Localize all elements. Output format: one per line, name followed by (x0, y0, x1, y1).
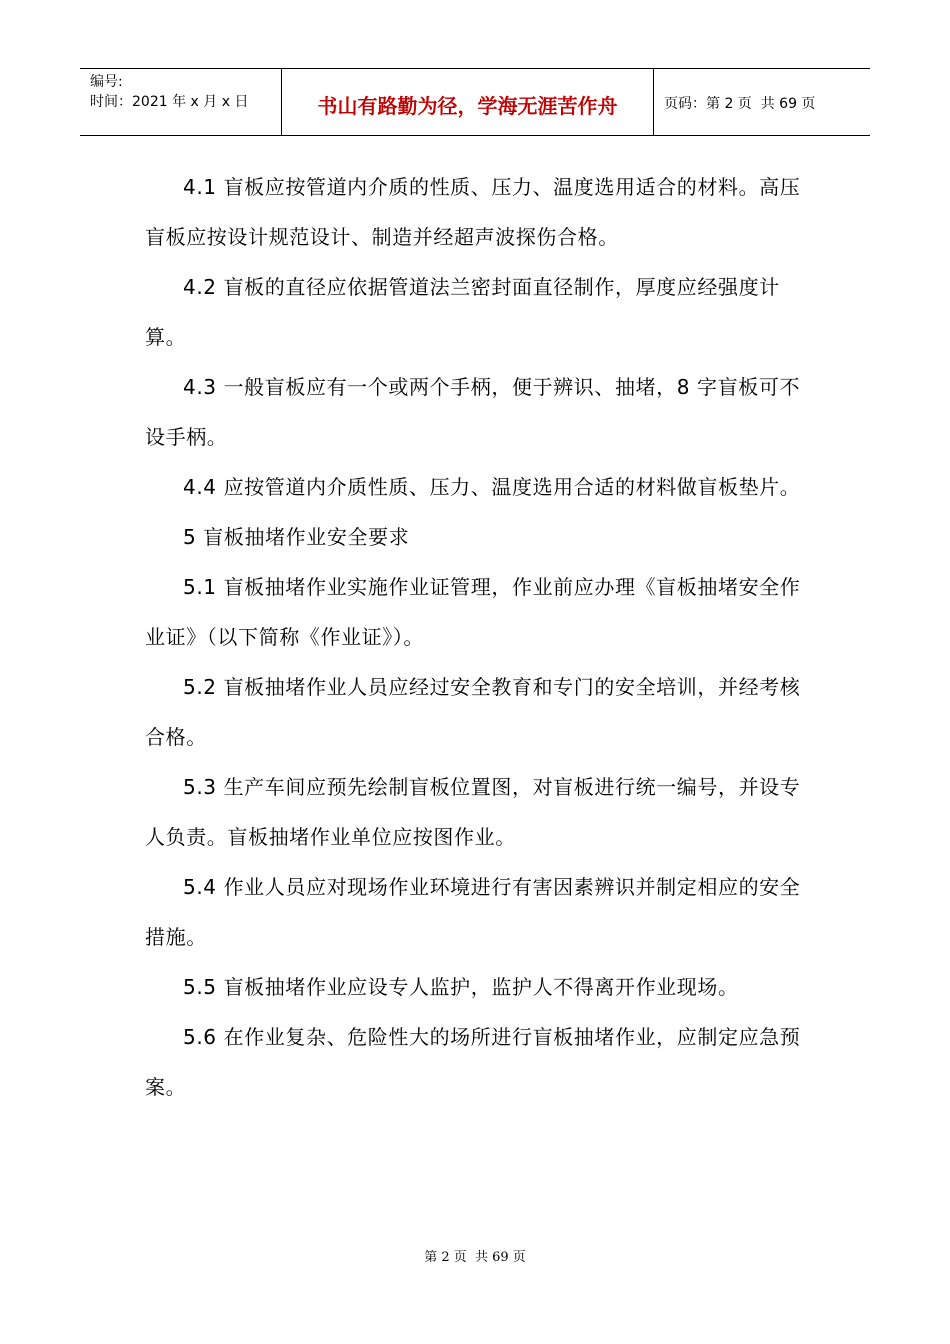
paragraph-5-2: 5.2 盲板抽堵作业人员应经过安全教育和专门的安全培训，并经考核合格。 (145, 675, 801, 749)
page-footer: 第 2 页 共 69 页 (424, 1250, 526, 1265)
paragraph-5-6: 5.6 在作业复杂、危险性大的场所进行盲板抽堵作业，应制定应急预案。 (145, 1025, 801, 1099)
section-heading-5: 5 盲板抽堵作业安全要求 (183, 525, 410, 549)
paragraph-4-3: 4.3 一般盲板应有一个或两个手柄，便于辨识、抽堵，8 字盲板可不设手柄。 (145, 375, 801, 449)
header-motto: 书山有路勤为径，学海无涯苦作舟 (282, 69, 654, 135)
paragraph-5-1: 5.1 盲板抽堵作业实施作业证管理，作业前应办理《盲板抽堵安全作业证》（以下简称《作业证》）。 (145, 575, 801, 649)
header-page-info: 页码：第 2 页 共 69 页 (664, 96, 816, 112)
paragraph-5-3: 5.3 生产车间应预先绘制盲板位置图，对盲板进行统一编号，并设专人负责。盲板抽堵作业单位应按图作业。 (145, 775, 801, 849)
paragraph-5-5: 5.5 盲板抽堵作业应设专人监护，监护人不得离开作业现场。 (183, 975, 739, 999)
document-number-label: 编号: (90, 74, 123, 90)
paragraph-5-4: 5.4 作业人员应对现场作业环境进行有害因素辨识并制定相应的安全措施。 (145, 875, 801, 949)
header-meta-cell (80, 69, 282, 135)
document-body (145, 162, 807, 1112)
document-date: 时间：2021 年 x 月 x 日 (90, 94, 249, 110)
paragraph-4-1: 4.1 盲板应按管道内介质的性质、压力、温度选用适合的材料。高压盲板应按设计规范设计、制造并经超声波探伤合格。 (145, 175, 801, 249)
paragraph-4-2: 4.2 盲板的直径应依据管道法兰密封面直径制作，厚度应经强度计算。 (145, 275, 780, 349)
document-header (80, 68, 870, 136)
paragraph-4-4: 4.4 应按管道内介质性质、压力、温度选用合适的材料做盲板垫片。 (183, 475, 801, 499)
